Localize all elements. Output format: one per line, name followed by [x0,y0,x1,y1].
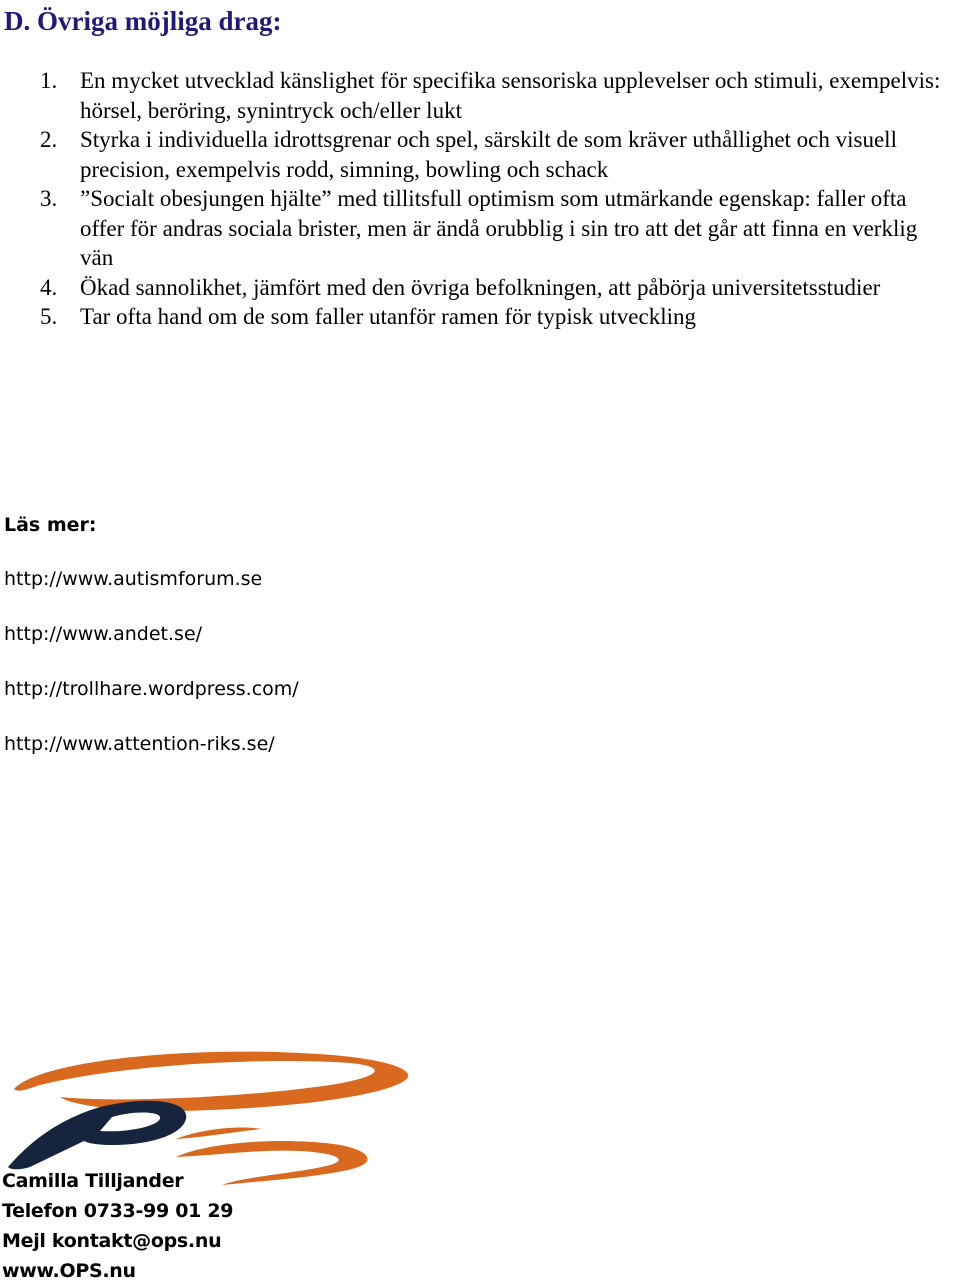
traits-list [0,66,960,332]
link-attention-riks[interactable]: http://www.attention-riks.se/ [4,733,275,755]
logo-orange-swoosh [14,1052,408,1111]
list-item-text: Tar ofta hand om de som faller utanför ramen för typisk utveckling [80,304,697,329]
link-andet[interactable]: http://www.andet.se/ [4,623,203,645]
list-item-number: 1. [40,68,58,93]
contact-name: Camilla Tilljander [2,1170,184,1192]
list-item-number: 4. [40,274,58,300]
list-item [0,66,960,125]
list-item-number: 5. [40,304,58,329]
link-trollhare[interactable]: http://trollhare.wordpress.com/ [4,678,299,700]
logo-navy-p [8,1101,186,1170]
link-autismforum[interactable]: http://www.autismforum.se [4,568,263,590]
contact-email[interactable]: Mejl kontakt@ops.nu [2,1230,222,1252]
read-more-links [4,566,299,786]
contact-phone: Telefon 0733-99 01 29 [2,1200,234,1222]
list-item-text: Ökad sannolikhet, jämfört med den övriga befolkningen, att påbörja universitetsstudier [80,274,881,300]
list-item-text: ”Socialt obesjungen hjälte” med tillitsfull optimism som utmärkande egenskap: faller ofta offer för andras sociala brister, men är ändå orubblig i sin tro att det går att finna en verklig vän [80,186,918,270]
list-item [0,184,960,273]
list-item-number: 2. [40,127,58,152]
contact-website[interactable]: www.OPS.nu [2,1260,136,1282]
list-item-text: Styrka i individuella idrottsgrenar och spel, särskilt de som kräver uthållighet och visuell precision, exempelvis rodd, simning, bowling och schack [80,127,897,182]
contact-block [2,1166,233,1286]
list-item-text: En mycket utvecklad känslighet för specifika sensoriska upplevelser och stimuli, exempelvis: hörsel, beröring, synintryck och/eller lukt [80,68,941,123]
list-item [0,273,960,303]
list-item [0,302,960,332]
list-item-number: 3. [40,186,58,211]
logo-orange-s-tail [176,1127,262,1139]
list-item [0,125,960,184]
section-heading: D. Övriga möjliga drag: [4,6,282,36]
read-more-heading: Läs mer: [4,514,97,536]
